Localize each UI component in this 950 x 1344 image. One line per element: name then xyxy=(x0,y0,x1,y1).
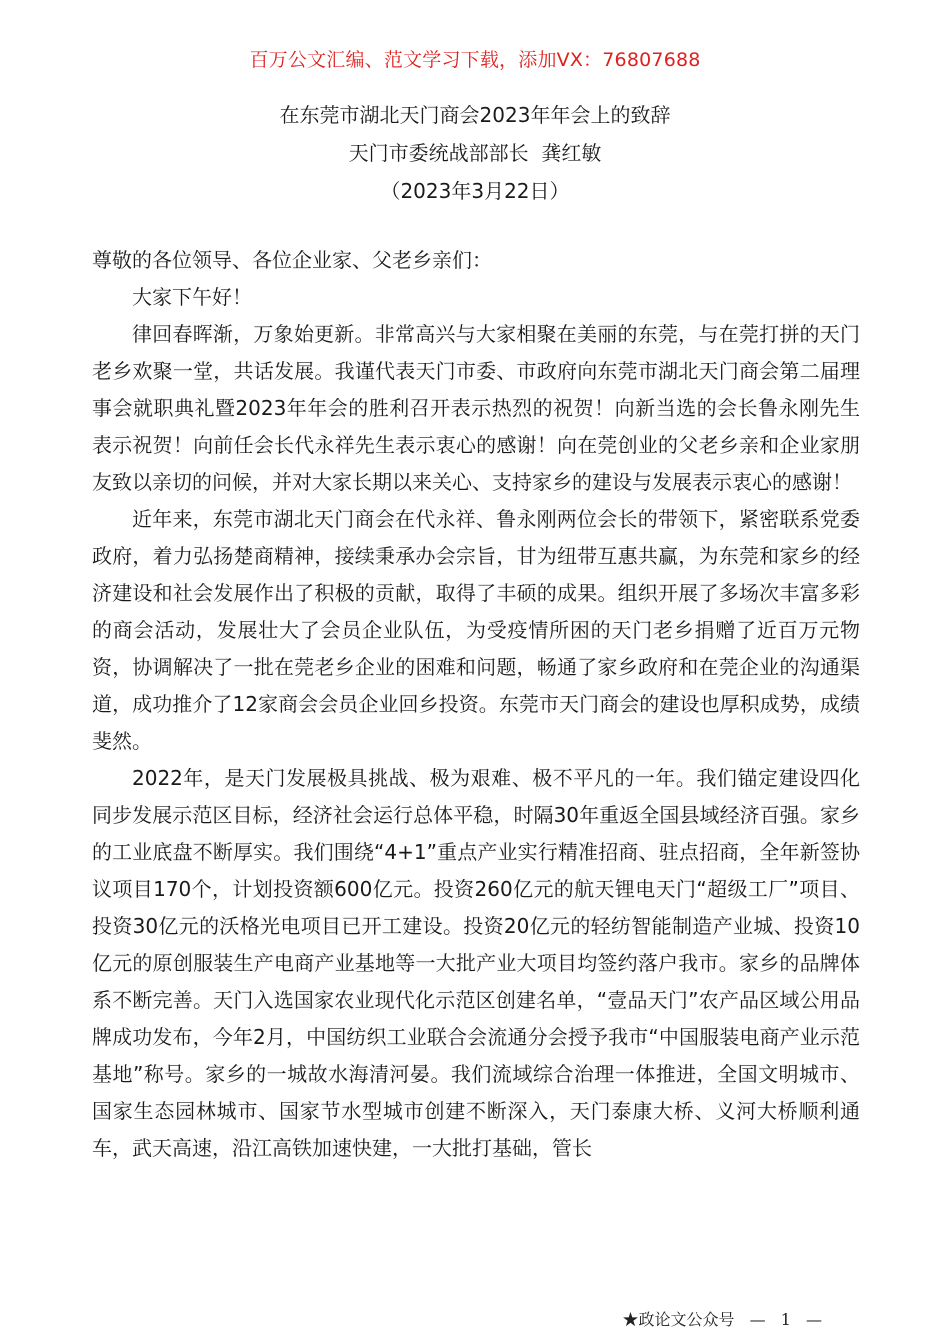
document-body xyxy=(92,242,860,1167)
salutation: 尊敬的各位领导、各位企业家、父老乡亲们： xyxy=(92,248,492,272)
page-number-dash-left: — xyxy=(749,1310,766,1329)
speaker-line: 天门市委统战部部长 龚红敏 xyxy=(348,141,602,165)
document-title: 在东莞市湖北天门商会2023年年会上的致辞 xyxy=(279,103,671,127)
footer-source: ★政论文公众号 xyxy=(622,1310,735,1329)
paragraph-3: 2022年，是天门发展极具挑战、极为艰难、极不平凡的一年。我们锚定建设四化同步发展示范区目标，经济社会运行总体平稳，时隔30年重返全国县域经济百强。家乡的工业底盘不断厚实。我们围绕“4+1”重点产业实行精准招商、驻点招商，全年新签协议项目170个，计划投资额600亿元。投资260亿元的航天锂电天门“超级工厂”项目、投资30亿元的沃格光电项目已开工建设。投资20亿元的轻纺智能制造产业城、投资10亿元的原创服装生产电商产业基地等一大批产业大项目均签约落户我市。家乡的品牌体系不断完善。天门入选国家农业现代化示范区创建名单，“壹品天门”农产品区域公用品牌成功发布，今年2月，中国纺织工业联合会流通分会授予我市“中国服装电商产业示范基地”称号。家乡的一城故水海清河晏。我们流域综合治理一体推进，全国文明城市、国家生态园林城市、国家节水型城市创建不断深入，天门泰康大桥、义河大桥顺利通车，武天高速，沿江高铁加速快建，一大批打基础，管长 xyxy=(92,766,860,1160)
page-number: 1 xyxy=(780,1310,791,1329)
page-number-dash-right: — xyxy=(806,1310,822,1329)
paragraph-2: 近年来，东莞市湖北天门商会在代永祥、鲁永刚两位会长的带领下，紧密联系党委政府，着力弘扬楚商精神，接续秉承办会宗旨，甘为纽带互惠共赢，为东莞和家乡的经济建设和社会发展作出了积极的贡献，取得了丰硕的成果。组织开展了多场次丰富多彩的商会活动，发展壮大了会员企业队伍，为受疫情所困的天门老乡捐赠了近百万元物资，协调解决了一批在莞老乡企业的困难和问题，畅通了家乡政府和在莞企业的沟通渠道，成功推介了12家商会会员企业回乡投资。东莞市天门商会的建设也厚积成势，成绩斐然。 xyxy=(92,507,860,753)
greeting: 大家下午好！ xyxy=(132,285,252,309)
watermark-banner: 百万公文汇编、范文学习下载，添加VX：76807688 xyxy=(249,49,701,71)
paragraph-1: 律回春晖渐，万象始更新。非常高兴与大家相聚在美丽的东莞，与在莞打拼的天门老乡欢聚一堂，共话发展。我谨代表天门市委、市政府向东莞市湖北天门商会第二届理事会就职典礼暨2023年年会的胜利召开表示热烈的祝贺！向新当选的会长鲁永刚先生表示祝贺！向前任会长代永祥先生表示衷心的感谢！向在莞创业的父老乡亲和企业家朋友致以亲切的问候，并对大家长期以来关心、支持家乡的建设与发展表示衷心的感谢！ xyxy=(92,322,860,494)
document-header xyxy=(0,96,950,210)
page-footer xyxy=(623,1308,832,1332)
date-line: （2023年3月22日） xyxy=(380,179,570,203)
